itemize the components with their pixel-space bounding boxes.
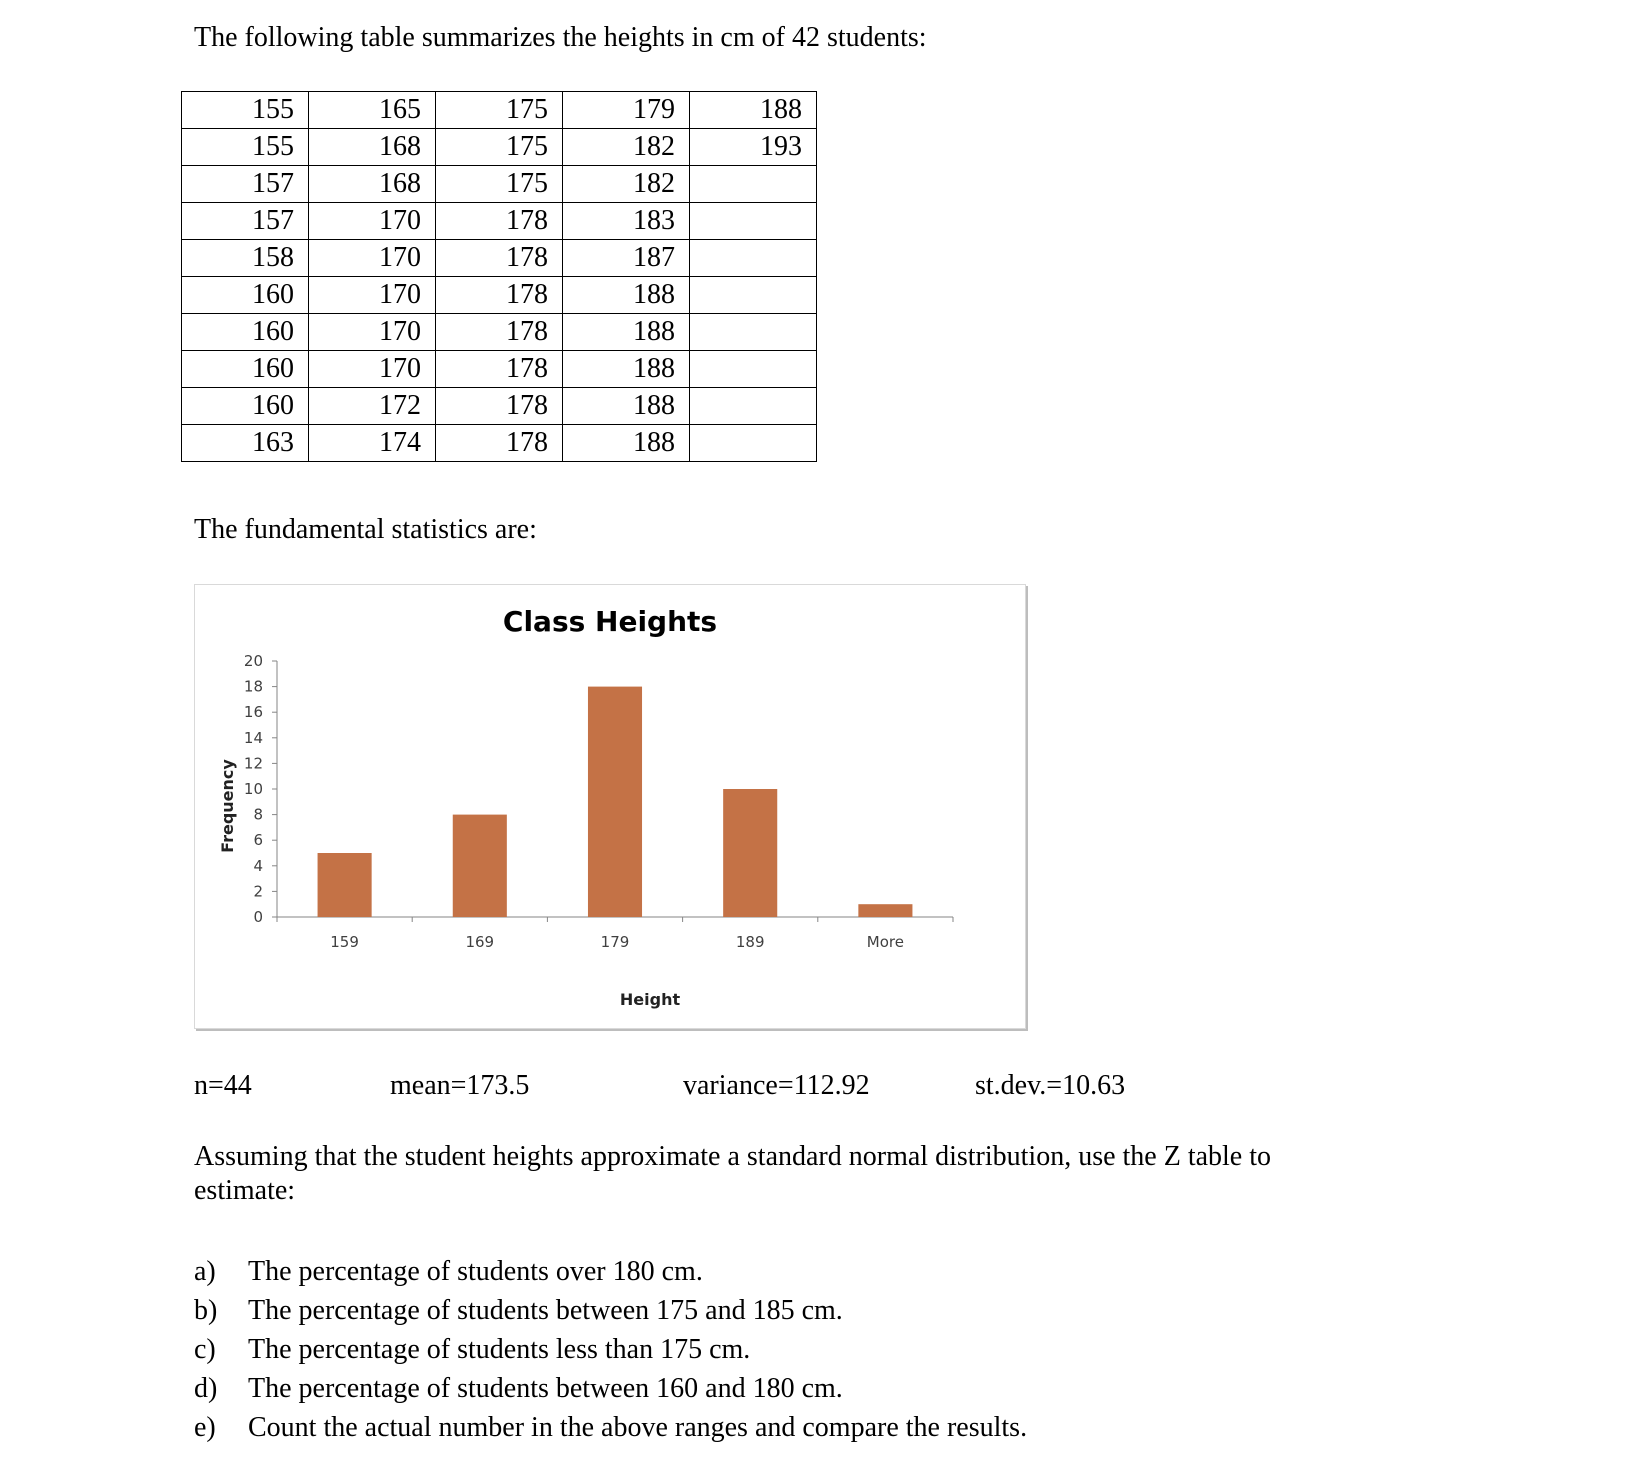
table-cell: 188 [563,351,690,388]
x-tick-label: 179 [600,933,630,951]
table-row [182,425,817,462]
x-tick-label: 169 [465,933,495,951]
table-row [182,351,817,388]
table-cell [690,388,817,425]
table-cell: 193 [690,129,817,166]
histogram-chart [194,584,1026,1029]
chart-svg [195,585,1025,1028]
y-tick-label: 16 [243,703,263,722]
table-cell [690,240,817,277]
task-list [194,1252,1027,1447]
table-cell: 170 [309,240,436,277]
stat-mean: mean=173.5 [390,1070,530,1101]
table-row [182,129,817,166]
list-item [194,1330,1027,1369]
x-tick-label: 159 [330,933,359,951]
list-item-marker: a) [194,1256,216,1287]
table-cell: 160 [182,388,309,425]
list-item [194,1369,1027,1408]
table-cell: 178 [436,277,563,314]
intro-text: The following table summarizes the heights in cm of 42 students: [194,22,927,53]
y-tick-label: 6 [253,831,263,850]
table-row [182,314,817,351]
table-cell [690,203,817,240]
table-cell: 182 [563,129,690,166]
table-cell: 170 [309,203,436,240]
table-cell: 160 [182,277,309,314]
table-cell: 170 [309,277,436,314]
table-row [182,92,817,129]
bar [318,853,372,917]
table-cell: 179 [563,92,690,129]
table-cell: 168 [309,166,436,203]
list-item-text: The percentage of students less than 175 cm. [248,1334,751,1365]
table-cell [690,166,817,203]
stat-n: n=44 [194,1070,252,1101]
table-cell: 187 [563,240,690,277]
list-item [194,1408,1027,1447]
table-cell [690,277,817,314]
table-cell [690,425,817,462]
stat-variance: variance=112.92 [683,1070,870,1101]
table-cell: 178 [436,203,563,240]
table-cell [690,314,817,351]
list-item [194,1252,1027,1291]
list-item-text: Count the actual number in the above ranges and compare the results. [248,1412,1028,1443]
table-cell: 165 [309,92,436,129]
question-text: Assuming that the student heights approximate a standard normal distribution, use the Z table to estimate: [194,1141,1272,1206]
x-tick-label: 189 [735,933,765,951]
table-row [182,277,817,314]
table-cell: 188 [563,277,690,314]
y-tick-label: 0 [253,908,263,926]
list-item [194,1291,1027,1330]
y-tick-label: 8 [253,805,263,824]
table-cell: 178 [436,240,563,277]
stats-heading: The fundamental statistics are: [194,514,537,545]
table-cell: 183 [563,203,690,240]
table-cell: 155 [182,129,309,166]
y-tick-label: 12 [243,754,263,773]
list-item-text: The percentage of students between 175 and 185 cm. [248,1295,843,1326]
table-cell: 178 [436,314,563,351]
y-tick-label: 4 [253,856,263,875]
x-axis-title: Height [619,990,681,1009]
table-cell: 174 [309,425,436,462]
bar [453,815,507,917]
table-cell: 188 [563,425,690,462]
y-tick-label: 2 [253,882,263,901]
list-item-text: The percentage of students between 160 and 180 cm. [248,1373,843,1404]
list-item-text: The percentage of students over 180 cm. [248,1256,703,1287]
table-cell: 188 [563,314,690,351]
list-item-marker: d) [194,1373,218,1404]
table-cell: 170 [309,351,436,388]
y-tick-label: 14 [243,728,263,747]
y-tick-label: 10 [243,780,263,798]
heights-table [181,91,817,462]
table-cell: 182 [563,166,690,203]
table-cell: 188 [563,388,690,425]
table-row [182,388,817,425]
y-axis-title: Frequency [218,759,237,853]
y-tick-label: 18 [243,677,263,696]
table-row [182,166,817,203]
table-cell: 172 [309,388,436,425]
table-cell: 160 [182,314,309,351]
table-cell: 170 [309,314,436,351]
table-cell: 175 [436,166,563,203]
table-cell: 188 [690,92,817,129]
list-item-marker: b) [194,1295,218,1326]
table-row [182,203,817,240]
y-tick-label: 20 [243,652,263,670]
table-cell: 157 [182,166,309,203]
table-cell: 175 [436,92,563,129]
bar [588,687,642,917]
list-item-marker: e) [194,1412,216,1443]
bar [858,904,912,917]
stat-stdev: st.dev.=10.63 [975,1070,1126,1101]
table-cell: 178 [436,388,563,425]
table-cell [690,351,817,388]
table-cell: 158 [182,240,309,277]
table-cell: 155 [182,92,309,129]
chart-title: Class Heights [502,605,718,638]
table-cell: 168 [309,129,436,166]
table-cell: 178 [436,425,563,462]
table-cell: 175 [436,129,563,166]
table-cell: 160 [182,351,309,388]
list-item-marker: c) [194,1334,216,1365]
table-cell: 157 [182,203,309,240]
table-cell: 163 [182,425,309,462]
x-tick-label: More [866,933,904,951]
bar [723,789,777,917]
table-cell: 178 [436,351,563,388]
table-row [182,240,817,277]
